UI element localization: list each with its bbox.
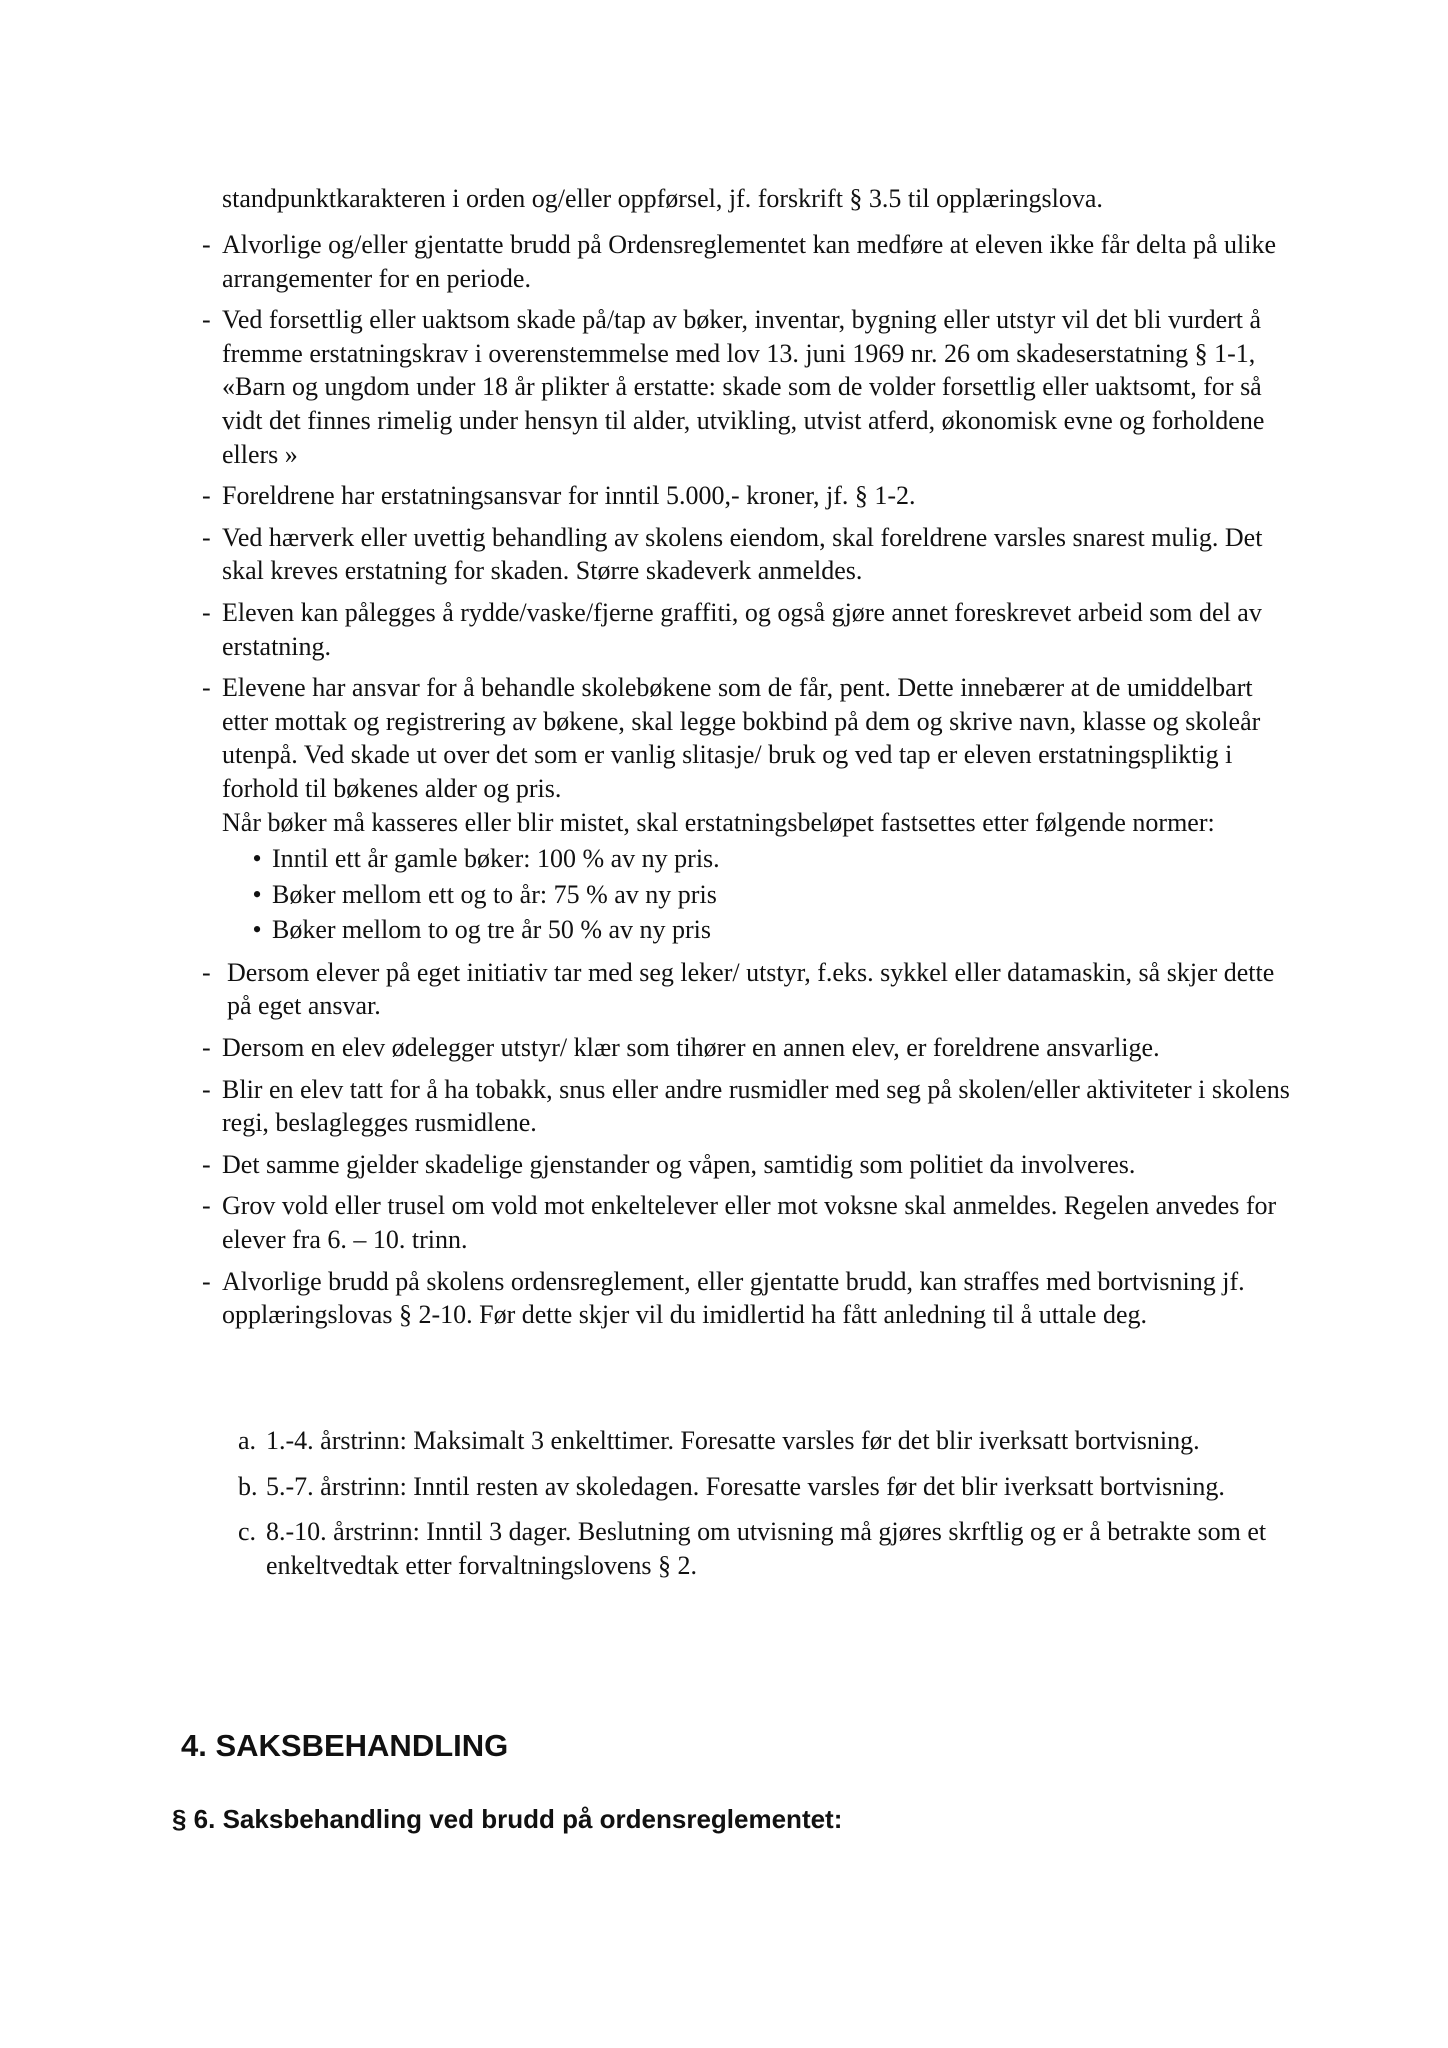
- list-item-text: Foreldrene har erstatningsansvar for inntil 5.000,- kroner, jf. § 1-2.: [222, 481, 916, 511]
- bullet-text: Inntil ett år gamle bøker: 100 % av ny pris.: [272, 844, 720, 874]
- lettered-list: [238, 1424, 1298, 1582]
- dash-marker: -: [202, 1033, 211, 1063]
- list-item: [202, 228, 1302, 295]
- bullet-list: [222, 841, 1302, 948]
- dash-marker: -: [202, 1074, 211, 1104]
- list-item: [202, 1265, 1302, 1332]
- dash-marker: -: [202, 522, 211, 552]
- bullet-text: Bøker mellom to og tre år 50 % av ny pris: [272, 915, 712, 945]
- list-item-text: Eleven kan pålegges å rydde/vaske/fjerne graffiti, og også gjøre annet foreskrevet arbeid som del av erstatning.: [222, 597, 1262, 661]
- paragraph-heading: § 6. Saksbehandling ved brudd på ordensreglementet:: [172, 1804, 843, 1834]
- list-item: [202, 596, 1302, 663]
- bullet-item: [222, 912, 1302, 948]
- dash-marker: -: [202, 230, 211, 259]
- list-item-text: Dersom en elev ødelegger utstyr/ klær som tihører en annen elev, er foreldrene ansvarlige.: [222, 1033, 1160, 1063]
- list-item: [202, 956, 1302, 1023]
- list-item: [202, 671, 1302, 948]
- lettered-marker: a.: [238, 1426, 257, 1455]
- list-item-text: Elevene har ansvar for å behandle skolebøkene som de får, pent. Dette innebærer at de umiddelbart etter mottak og registrering av bøkene, skal legge bokbind på dem og skrive navn, klasse og skoleår utenpå. Ved skade ut over det som er vanlig slitasje/ bruk og ved tap er eleven erstatningspliktig i forhold til bøkenes alder og pris.: [222, 673, 1261, 803]
- dash-marker: -: [202, 481, 211, 511]
- section-heading: 4. SAKSBEHANDLING: [181, 1728, 509, 1763]
- lettered-item: [238, 1470, 1298, 1504]
- lettered-item-text: 1.-4. årstrinn: Maksimalt 3 enkelttimer. Foresatte varsles før det blir iverksatt bortvisning.: [266, 1426, 1200, 1455]
- list-item: [202, 1148, 1302, 1182]
- list-item-text: Blir en elev tatt for å ha tobakk, snus eller andre rusmidler med seg på skolen/eller aktiviteter i skolens regi, beslaglegges rusmidlene.: [222, 1074, 1290, 1138]
- dash-marker: -: [202, 305, 211, 335]
- bullet-marker: •: [252, 915, 262, 945]
- bullet-marker: •: [252, 879, 262, 909]
- list-item-text: Ved hærverk eller uvettig behandling av skolens eiendom, skal foreldrene varsles snarest mulig. Det skal kreves erstatning for skaden. Større skadeverk anmeldes.: [222, 522, 1263, 586]
- list-item: [202, 521, 1302, 588]
- lettered-item: [238, 1424, 1298, 1458]
- bullet-item: [222, 841, 1302, 877]
- lettered-item-text: 5.-7. årstrinn: Inntil resten av skoledagen. Foresatte varsles før det blir iverksatt bortvisning.: [266, 1471, 1225, 1501]
- list-item-body: [222, 671, 1302, 948]
- list-item-text: Alvorlige brudd på skolens ordensreglement, eller gjentatte brudd, kan straffes med bortvisning jf. opplæringslovas § 2-10. Før dette skjer vil du imidlertid ha fått anledning til å uttale deg.: [222, 1266, 1245, 1330]
- dash-marker: -: [202, 1149, 211, 1179]
- list-item-text: Dersom elever på eget initiativ tar med seg leker/ utstyr, f.eks. sykkel eller datamaskin, så skjer dette på eget ansvar.: [227, 957, 1275, 1021]
- dash-marker: -: [202, 1266, 211, 1296]
- list-item: [202, 1189, 1302, 1256]
- bullet-marker: •: [252, 844, 262, 874]
- lettered-marker: b.: [238, 1471, 258, 1501]
- bullet-text: Bøker mellom ett og to år: 75 % av ny pris: [272, 879, 717, 909]
- dash-marker: -: [202, 1191, 211, 1221]
- lettered-item-text: 8.-10. årstrinn: Inntil 3 dager. Beslutning om utvisning må gjøres skrftlig og er å betrakte som et enkeltvedtak etter forvaltningslovens § 2.: [266, 1517, 1267, 1580]
- lettered-marker: c.: [238, 1517, 257, 1547]
- dash-list: [202, 228, 1302, 1332]
- dash-marker: -: [202, 597, 211, 627]
- list-item-text: Det samme gjelder skadelige gjenstander og våpen, samtidig som politiet da involveres.: [222, 1149, 1136, 1179]
- dash-marker: -: [202, 673, 211, 703]
- intro-line: standpunktkarakteren i orden og/eller oppførsel, jf. forskrift § 3.5 til opplæringslova.: [222, 184, 1103, 213]
- list-item: [202, 479, 1302, 513]
- bullet-item: [222, 877, 1302, 913]
- lettered-item: [238, 1515, 1298, 1582]
- list-item-text: Alvorlige og/eller gjentatte brudd på Ordensreglementet kan medføre at eleven ikke får delta på ulike arrangementer for en periode.: [222, 230, 1277, 293]
- list-item-text-continued: Når bøker må kasseres eller blir mistet, skal erstatningsbeløpet fastsettes etter følgende normer:: [222, 807, 1215, 837]
- list-item-text: Ved forsettlig eller uaktsom skade på/tap av bøker, inventar, bygning eller utstyr vil det bli vurdert å fremme erstatningskrav i overenstemmelse med lov 13. juni 1969 nr. 26 om skadeserstatning § 1-1, «Barn og ungdom under 18 år plikter å erstatte: skade som de volder forsettlig eller uaktsomt, for så vidt det finnes rimelig under hensyn til alder, utvikling, utvist atferd, økonomisk evne og forholdene ellers »: [222, 305, 1265, 469]
- list-item: [202, 1031, 1302, 1065]
- dash-marker: -: [202, 957, 211, 987]
- list-item: [202, 1073, 1302, 1140]
- list-item: [202, 303, 1302, 471]
- list-item-text: Grov vold eller trusel om vold mot enkeltelever eller mot voksne skal anmeldes. Regelen anvedes for elever fra 6. – 10. trinn.: [222, 1191, 1277, 1255]
